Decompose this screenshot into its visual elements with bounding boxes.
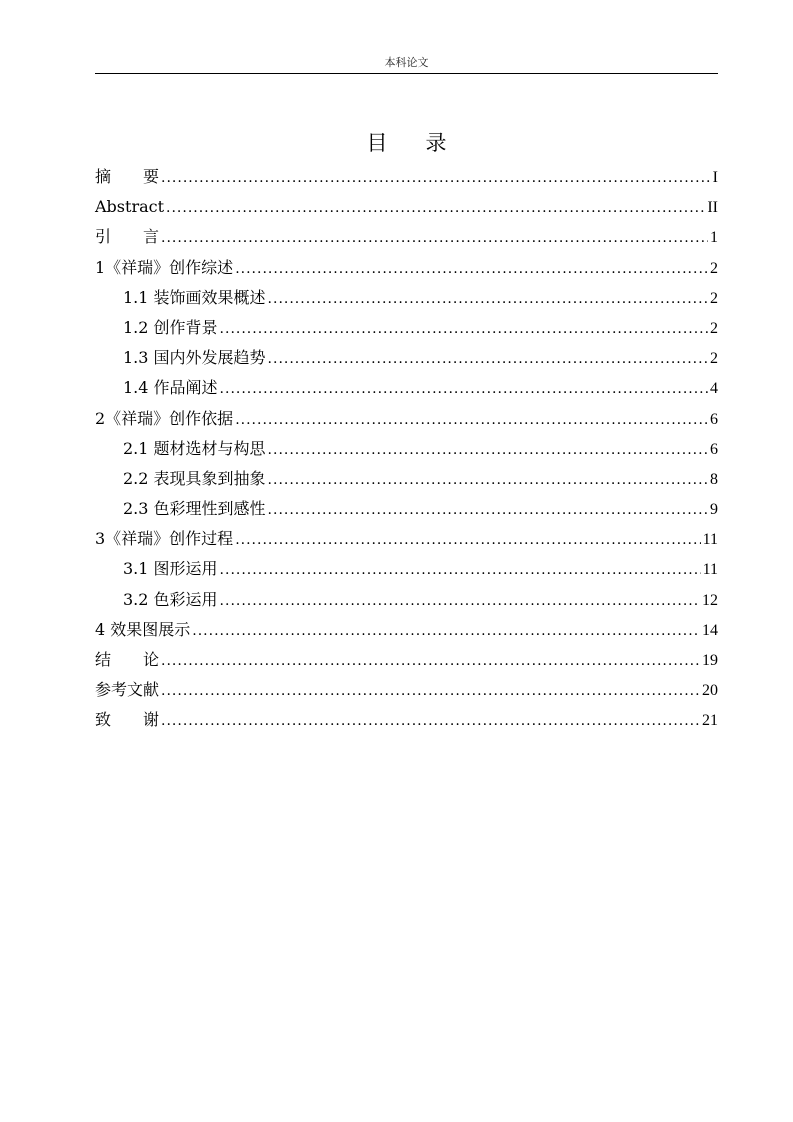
- toc-entry-page: 2: [710, 259, 718, 277]
- toc-entry-page: 20: [702, 682, 718, 700]
- toc-dot-leader: [166, 193, 705, 223]
- toc-entry-label: 3.2 色彩运用: [123, 589, 218, 609]
- toc-entry[interactable]: [95, 373, 718, 403]
- toc-entry-page: 6: [710, 440, 718, 458]
- toc-title-left: 目: [366, 131, 388, 155]
- toc-list: [95, 162, 718, 736]
- toc-entry-page: 2: [710, 289, 718, 307]
- toc-entry[interactable]: [95, 253, 718, 283]
- toc-entry-page: 6: [710, 410, 718, 428]
- toc-entry-label: Abstract: [95, 197, 165, 217]
- toc-entry-label: 结 论: [95, 650, 160, 669]
- toc-entry[interactable]: [95, 524, 718, 554]
- toc-dot-leader: [161, 676, 700, 706]
- toc-dot-leader: [161, 163, 711, 193]
- toc-entry-label: 摘 要: [95, 167, 160, 186]
- toc-dot-leader: [161, 646, 700, 676]
- toc-entry[interactable]: [95, 192, 718, 222]
- toc-dot-leader: [268, 495, 708, 525]
- toc-entry-page: 2: [710, 319, 718, 337]
- toc-dot-leader: [192, 616, 700, 646]
- toc-entry-page: II: [707, 199, 718, 217]
- toc-dot-leader: [161, 223, 708, 253]
- toc-entry-label: 引 言: [95, 227, 160, 247]
- toc-dot-leader: [235, 405, 708, 435]
- toc-entry-label: 1.2 创作背景: [123, 317, 218, 337]
- toc-entry-page: 1: [710, 229, 718, 247]
- toc-entry[interactable]: [95, 585, 718, 615]
- toc-dot-leader: [220, 586, 700, 616]
- toc-entry[interactable]: [95, 615, 718, 645]
- toc-title-right: 录: [425, 131, 447, 155]
- toc-dot-leader: [268, 465, 708, 495]
- toc-dot-leader: [235, 525, 700, 555]
- toc-entry-label: 2.1 题材选材与构思: [123, 438, 266, 458]
- toc-entry-label: 参考文献: [95, 680, 160, 700]
- running-header: 本科论文: [384, 56, 429, 69]
- toc-dot-leader: [220, 374, 708, 404]
- toc-entry[interactable]: [95, 283, 718, 313]
- toc-entry-page: 9: [710, 501, 718, 519]
- toc-entry-page: 2: [710, 350, 718, 368]
- toc-entry-page: 11: [702, 531, 718, 549]
- toc-dot-leader: [220, 555, 701, 585]
- toc-entry[interactable]: [95, 313, 718, 343]
- toc-entry-label: 致 谢: [95, 710, 160, 730]
- toc-entry-label: 1.4 作品阐述: [123, 378, 218, 398]
- toc-dot-leader: [220, 314, 708, 344]
- toc-entry-label: 2.3 色彩理性到感性: [123, 499, 266, 519]
- toc-entry-page: 19: [702, 652, 718, 669]
- toc-entry[interactable]: [95, 675, 718, 705]
- toc-entry-page: 11: [702, 561, 718, 579]
- toc-dot-leader: [268, 284, 708, 314]
- toc-entry-label: 2《祥瑞》创作依据: [95, 408, 234, 428]
- toc-entry-label: 3.1 图形运用: [123, 559, 218, 579]
- toc-entry-label: 1.3 国内外发展趋势: [123, 348, 266, 368]
- toc-dot-leader: [268, 435, 708, 465]
- toc-entry[interactable]: [95, 494, 718, 524]
- toc-entry[interactable]: [95, 162, 718, 192]
- toc-entry[interactable]: [95, 434, 718, 464]
- toc-dot-leader: [268, 344, 708, 374]
- toc-entry-page: 12: [702, 591, 718, 609]
- toc-entry[interactable]: [95, 343, 718, 373]
- toc-entry-label: 1.1 装饰画效果概述: [123, 287, 266, 307]
- toc-title: [95, 130, 718, 156]
- toc-entry-page: I: [712, 169, 718, 186]
- toc-dot-leader: [161, 706, 700, 736]
- toc-entry-page: 8: [710, 470, 718, 488]
- toc-entry-page: 14: [702, 621, 718, 639]
- toc-entry[interactable]: [95, 404, 718, 434]
- toc-entry[interactable]: [95, 705, 718, 735]
- toc-entry-label: 1《祥瑞》创作综述: [95, 257, 234, 277]
- toc-entry-page: 4: [710, 380, 718, 398]
- toc-dot-leader: [235, 254, 708, 284]
- toc-entry[interactable]: [95, 645, 718, 675]
- toc-entry[interactable]: [95, 554, 718, 584]
- toc-entry-label: 2.2 表现具象到抽象: [123, 468, 266, 488]
- toc-entry[interactable]: [95, 222, 718, 252]
- toc-entry-page: 21: [702, 712, 718, 730]
- toc-entry-label: 3《祥瑞》创作过程: [95, 529, 234, 549]
- toc-entry-label: 4 效果图展示: [95, 619, 191, 639]
- header-rule: [95, 73, 718, 74]
- toc-entry[interactable]: [95, 464, 718, 494]
